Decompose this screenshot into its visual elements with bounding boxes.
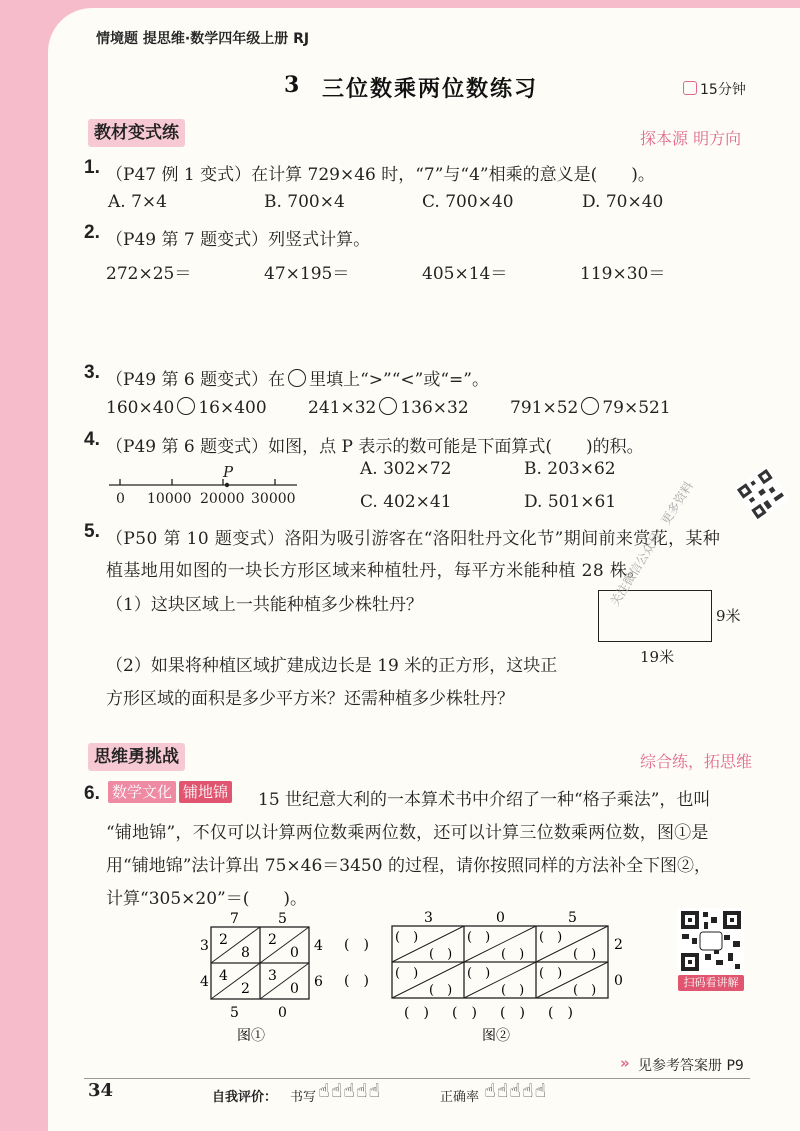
question-number: 2. bbox=[84, 222, 100, 243]
digit-left: 4 bbox=[200, 974, 209, 990]
question-text: （P49 第 6 题变式）如图，点 P 表示的数可能是下面算式( )的积。 bbox=[106, 437, 644, 457]
cell-blank[interactable]: ( ) bbox=[573, 983, 597, 998]
lattice-figure-2 bbox=[340, 907, 640, 1047]
question-text: 15 世纪意大利的一本算术书中介绍了一种“格子乘法”，也叫 bbox=[258, 790, 711, 810]
digit-right: 2 bbox=[614, 937, 623, 953]
lattice-figure-1 bbox=[192, 907, 332, 1047]
cell-blank[interactable]: ( ) bbox=[539, 930, 563, 945]
figure-caption: 图① bbox=[237, 1028, 265, 1044]
digit-bottom: 0 bbox=[278, 1005, 287, 1021]
section-subtitle-challenge: 综合练，拓思维 bbox=[640, 752, 753, 771]
cell-blank[interactable]: ( ) bbox=[395, 930, 419, 945]
thumb-up-icon[interactable]: ☝ bbox=[343, 1080, 356, 1102]
sub-question: 方形区域的面积是多少平方米？还需种植多少株牡丹？ bbox=[106, 689, 514, 709]
cell-ones: 0 bbox=[290, 945, 299, 961]
question-text: 计算“305×20”＝( )。 bbox=[106, 889, 307, 909]
compare-item: 791×52 79×521 bbox=[510, 398, 671, 418]
question-text: 植基地用如图的一块长方形区域来种植牡丹，每平方米能种植 28 株。 bbox=[106, 561, 645, 581]
thumb-up-icon[interactable]: ☝ bbox=[355, 1080, 369, 1102]
qr-scan-label: 扫码看讲解 bbox=[678, 975, 744, 991]
tick-label: 0 bbox=[116, 491, 125, 507]
blank-left[interactable]: ( ) bbox=[344, 973, 369, 989]
digit-bottom: 5 bbox=[230, 1005, 239, 1021]
cell-blank[interactable]: ( ) bbox=[467, 930, 491, 945]
cell-tens: 2 bbox=[268, 932, 277, 948]
digit-right: 6 bbox=[314, 974, 323, 990]
answer-reference: 见参考答案册 P9 bbox=[638, 1058, 744, 1074]
sub-question: （2）如果将种植区域扩建成边长是 19 米的正方形，这块正 bbox=[106, 656, 558, 676]
option-d: D. 501×61 bbox=[524, 492, 617, 512]
option-a: A. 7×4 bbox=[108, 192, 167, 212]
cell-blank[interactable]: ( ) bbox=[501, 983, 525, 998]
self-eval-label: 自我评价： bbox=[212, 1090, 278, 1105]
calc-item: 405×14＝ bbox=[422, 264, 508, 284]
tick-label: 10000 bbox=[147, 491, 192, 507]
digit-top: 5 bbox=[278, 911, 287, 927]
writing-label: 书写 bbox=[290, 1090, 317, 1105]
figure-caption: 图② bbox=[482, 1028, 510, 1044]
blank-bottom[interactable]: ( ) bbox=[500, 1005, 525, 1021]
digit-top: 3 bbox=[424, 910, 433, 926]
question-number: 4. bbox=[84, 429, 100, 450]
digit-right: 4 bbox=[314, 938, 323, 954]
page-number: 34 bbox=[88, 1080, 114, 1101]
option-b: B. 700×4 bbox=[264, 192, 345, 212]
tick-label: 30000 bbox=[251, 491, 296, 507]
cell-blank[interactable]: ( ) bbox=[395, 966, 419, 981]
cell-ones: 8 bbox=[241, 945, 250, 961]
width-label: 9米 bbox=[716, 607, 741, 625]
question-number: 3. bbox=[84, 362, 100, 383]
blank-bottom[interactable]: ( ) bbox=[452, 1005, 477, 1021]
topic-tags bbox=[108, 781, 235, 803]
thumb-up-icon[interactable]: ☝ bbox=[330, 1080, 344, 1102]
question-text: （P47 例 1 变式）在计算 729×46 时，“7”与“4”相乘的意义是( )。 bbox=[106, 165, 655, 185]
question-text: “铺地锦”，不仅可以计算两位数乘两位数，还可以计算三位数乘两位数，图①是 bbox=[106, 823, 709, 843]
sub-question: （1）这块区域上一共能种植多少株牡丹？ bbox=[106, 595, 423, 615]
divider-line bbox=[84, 1078, 750, 1079]
tag-math-culture: 数学文化 bbox=[108, 781, 176, 803]
watermark-stamp: 关注微信公众号：更多资料 bbox=[607, 478, 696, 609]
timer-icon bbox=[683, 81, 697, 95]
series-header: 情境题 提思维·数学四年级上册 RJ bbox=[96, 31, 310, 47]
thumb-up-icon[interactable]: ☝ bbox=[318, 1080, 331, 1102]
question-number: 5. bbox=[84, 521, 100, 542]
thumb-up-icon[interactable]: ☝ bbox=[509, 1080, 522, 1102]
option-d: D. 70×40 bbox=[582, 192, 664, 212]
cell-blank[interactable]: ( ) bbox=[573, 947, 597, 962]
tick-label: 20000 bbox=[200, 491, 245, 507]
thumb-up-icon[interactable]: ☝ bbox=[496, 1080, 510, 1102]
section-title-challenge: 思维勇挑战 bbox=[88, 743, 185, 771]
thumb-up-icon[interactable]: ☝ bbox=[521, 1080, 535, 1102]
time-label: 15分钟 bbox=[700, 82, 746, 98]
double-chevron-icon: » bbox=[620, 1054, 630, 1072]
cell-ones: 0 bbox=[290, 981, 299, 997]
question-number: 6. bbox=[84, 783, 100, 804]
compare-item: 160×40 16×400 bbox=[106, 398, 267, 418]
accuracy-label: 正确率 bbox=[440, 1090, 480, 1105]
option-a: A. 302×72 bbox=[360, 459, 452, 479]
digit-top: 5 bbox=[568, 910, 577, 926]
cell-tens: 2 bbox=[219, 932, 228, 948]
compare-circle[interactable] bbox=[581, 397, 599, 415]
cell-blank[interactable]: ( ) bbox=[429, 983, 453, 998]
section-title-textbook: 教材变式练 bbox=[88, 119, 185, 147]
compare-item: 241×32 136×32 bbox=[308, 398, 469, 418]
thumb-up-icon[interactable]: ☝ bbox=[484, 1080, 497, 1102]
cell-blank[interactable]: ( ) bbox=[501, 947, 525, 962]
digit-right: 0 bbox=[614, 973, 623, 989]
question-text: （P49 第 6 题变式）在 里填上“>”“<”或“=”。 bbox=[106, 370, 489, 390]
point-p-label: P bbox=[223, 463, 234, 481]
blank-left[interactable]: ( ) bbox=[344, 937, 369, 953]
length-label: 19米 bbox=[640, 648, 675, 666]
digit-top: 7 bbox=[230, 911, 239, 927]
calc-item: 119×30＝ bbox=[580, 264, 666, 284]
writing-rating[interactable] bbox=[318, 1080, 381, 1102]
question-text: （P49 第 7 题变式）列竖式计算。 bbox=[106, 230, 371, 250]
thumb-up-icon[interactable]: ☝ bbox=[534, 1080, 547, 1102]
cell-tens: 3 bbox=[268, 968, 277, 984]
blank-bottom[interactable]: ( ) bbox=[404, 1005, 429, 1021]
circle-icon bbox=[288, 369, 306, 387]
digit-top: 0 bbox=[496, 910, 505, 926]
question-number: 1. bbox=[84, 157, 100, 178]
cell-blank[interactable]: ( ) bbox=[429, 947, 453, 962]
calc-item: 47×195＝ bbox=[264, 264, 350, 284]
blank-bottom[interactable]: ( ) bbox=[548, 1005, 573, 1021]
question-text: （P50 第 10 题变式）洛阳为吸引游客在“洛阳牡丹文化节”期间前来赏花，某种 bbox=[106, 529, 721, 549]
option-c: C. 402×41 bbox=[360, 492, 452, 512]
compare-circle[interactable] bbox=[379, 397, 397, 415]
number-line bbox=[105, 460, 305, 510]
qr-code-icon[interactable] bbox=[678, 908, 744, 974]
point-p-marker bbox=[225, 483, 229, 487]
lesson-title: 三位数乘两位数练习 bbox=[322, 77, 539, 102]
section-subtitle-textbook: 探本源 明方向 bbox=[640, 129, 742, 148]
accuracy-rating[interactable] bbox=[484, 1080, 547, 1102]
digit-left: 3 bbox=[200, 938, 209, 954]
lesson-number: 3 bbox=[284, 72, 300, 98]
question-text: 用“铺地锦”法计算出 75×46＝3450 的过程，请你按照同样的方法补全下图②， bbox=[106, 856, 711, 876]
option-b: B. 203×62 bbox=[524, 459, 616, 479]
option-c: C. 700×40 bbox=[422, 192, 514, 212]
cell-ones: 2 bbox=[241, 981, 250, 997]
tag-lattice: 铺地锦 bbox=[179, 781, 232, 803]
calc-item: 272×25＝ bbox=[106, 264, 192, 284]
compare-circle[interactable] bbox=[177, 397, 195, 415]
cell-tens: 4 bbox=[219, 968, 228, 984]
cell-blank[interactable]: ( ) bbox=[467, 966, 491, 981]
cell-blank[interactable]: ( ) bbox=[539, 966, 563, 981]
thumb-up-icon[interactable]: ☝ bbox=[368, 1080, 381, 1102]
